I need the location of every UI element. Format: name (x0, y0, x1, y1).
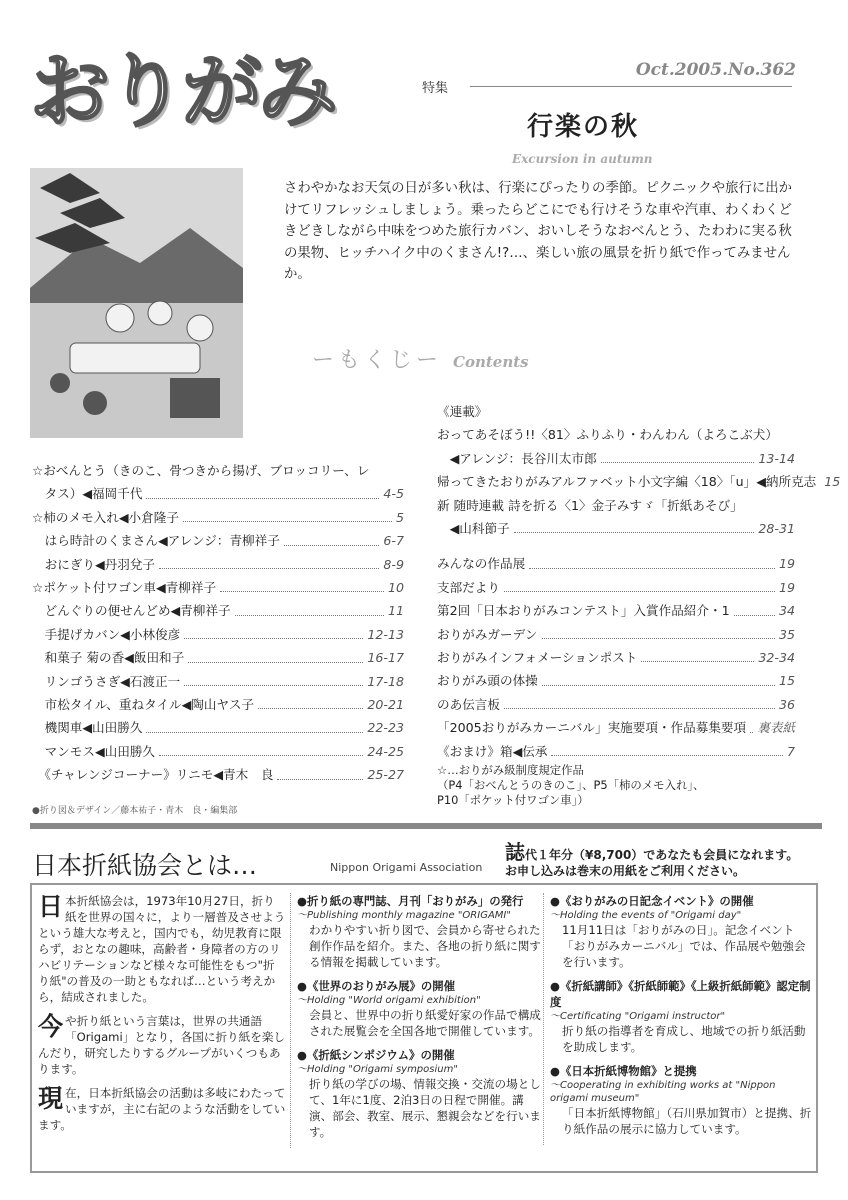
toc-entry-title: はら時計のくまさん◀アレンジ：青柳祥子 (32, 533, 280, 549)
toc-entry-page: 19 (778, 556, 795, 572)
org-info-box (30, 883, 818, 1173)
toc-entry (437, 447, 795, 470)
intro-paragraph (38, 1085, 286, 1133)
toc-entry-title: ☆おべんとう（きのこ、骨つきから揚げ、ブロッコリー、レ (32, 463, 370, 478)
toc-entry-title: 帰ってきたおりがみアルファベット小文字編〈18〉「u」◀納所克志 (437, 474, 817, 490)
toc-entry (437, 470, 841, 493)
intro-text: 本折紙協会は，1973年10月27日，折り紙を世界の国々に，より一層普及させようという雄大な考えと，国内でも，幼児教育に限らず，おとなの趣味，高齢者・身障者の方のリハビリテーションなど様々な可能性をもつ"折り紙"の普及の一助ともなれば…という考えから，結成されました。 (38, 894, 286, 1004)
activity-heading-en: 〜Holding the events of "Origami day" (550, 910, 742, 921)
org-title-en: Nippon Origami Association (330, 861, 483, 874)
toc-entry (32, 623, 404, 646)
toc-leader (235, 599, 384, 615)
toc-entry-page: 35 (778, 626, 795, 642)
membership-line-1: 代１年分（¥8,700）であなたも会員になれます。 (525, 848, 799, 862)
toc-entry-page: 11 (387, 603, 404, 619)
toc-entry-page: 15 (778, 673, 795, 689)
toc-leader (159, 740, 363, 756)
feature-subtitle: Excursion in autumn (512, 152, 653, 166)
toc-entry-title: おってあそぼう!!〈81〉ふりふり・わんわん（よろこぶ犬） (437, 427, 778, 443)
toc-entry-title: ☆柿のメモ入れ◀小倉隆子 (32, 509, 179, 525)
toc-entry-title: 機関車◀山田勝久 (32, 720, 143, 736)
membership-mark: 誌 (505, 840, 525, 864)
activity-section (297, 1047, 545, 1140)
toc-entry-page: 20-21 (367, 697, 404, 713)
toc-entry-page: 28-31 (758, 521, 795, 537)
toc-entry-title: どんぐりの便せんどめ◀青柳祥子 (32, 603, 231, 619)
toc-entry (437, 716, 795, 739)
intro-text: 在，日本折紙協会の活動は多岐にわたっていますが，主に右記のような活動をしています。 (38, 1086, 286, 1132)
section-divider (30, 823, 822, 829)
toc-entry-page: 25-27 (367, 767, 404, 783)
toc-entry-title: 市松タイル、重ねタイル◀陶山ヤス子 (32, 697, 255, 713)
toc-leader (277, 763, 363, 779)
feature-rule (470, 86, 792, 87)
org-intro-column (38, 893, 286, 1141)
toc-entry (32, 599, 404, 622)
activity-body: 会員と、世界中の折り紙愛好家の作品で構成された展覧会を全国各地で開催しています。 (309, 1008, 541, 1038)
toc-entry-page: 24-25 (367, 743, 404, 759)
contents-heading-jp: ーもくじー (312, 348, 443, 373)
toc-entry-page: 7 (786, 743, 795, 759)
toc-entry-page: 裏表紙 (757, 720, 795, 736)
cover-photo (30, 168, 243, 438)
toc-leader (542, 669, 775, 685)
toc-entry (437, 552, 795, 575)
toc-entry-title: 和菓子 菊の香◀飯田和子 (32, 650, 185, 666)
toc-entry (32, 553, 404, 576)
toc-entry (32, 646, 404, 669)
activity-heading-en: 〜Holding "Origami symposium" (297, 1064, 458, 1075)
drop-initial: 現 (38, 1084, 64, 1113)
toc-entry-title: 《おまけ》箱◀伝承 (437, 743, 548, 759)
toc-entry (437, 599, 795, 622)
intro-paragraph (38, 1013, 286, 1077)
activity-heading: ●折り紙の専門誌、月刊「おりがみ」の発行 (297, 894, 524, 908)
toc-entry-page: 15 (824, 474, 841, 490)
toc-entry (32, 740, 404, 763)
toc-entry-title: 《チャレンジコーナー》リニモ◀青木 良 (32, 767, 274, 783)
toc-entry-title: ◀アレンジ：長谷川太市郎 (437, 450, 597, 466)
toc-entry (437, 693, 795, 716)
toc-entry (32, 529, 404, 552)
activity-heading: ●《おりがみの日記念イベント》の開催 (550, 894, 754, 908)
toc-entry-page: 19 (778, 579, 795, 595)
toc-entry-title: リンゴうさぎ◀石渡正一 (32, 673, 181, 689)
org-activities-column-2 (543, 893, 812, 1145)
toc-entry (32, 459, 404, 482)
toc-leader (551, 740, 783, 756)
toc-entry-title: 支部だより (437, 579, 500, 595)
activity-heading-en: 〜Holding "World origami exhibition" (297, 995, 481, 1006)
contents-heading-en: Contents (453, 353, 529, 371)
toc-leader (504, 576, 775, 592)
activity-section (550, 1063, 812, 1137)
toc-entry-page: 16-17 (367, 650, 404, 666)
toc-entry-page: 4-5 (383, 486, 404, 502)
toc-leader (184, 623, 363, 639)
toc-leader (146, 482, 379, 498)
grade-note-text: ☆…おりがみ級制度規定作品 （P4「おべんとうのきのこ」、P5「柿のメモ入れ」、 P10「ポケット付ワゴン車」） (437, 763, 705, 807)
toc-leader (258, 693, 363, 709)
toc-entry-page: 34 (778, 603, 795, 619)
activity-section (297, 978, 545, 1039)
toc-entry-title: ◀山科節子 (437, 521, 510, 537)
toc-leader (601, 447, 755, 463)
toc-entry-page: 10 (387, 580, 404, 596)
activity-heading: ●《折紙講師》《折紙師範》《上級折紙師範》認定制度 (550, 979, 811, 1009)
toc-entry (437, 740, 795, 763)
activity-body: 折り紙の指導者を育成し、地域での折り紙活動を助成します。 (562, 1024, 806, 1054)
toc-entry-page: 32-34 (758, 650, 795, 666)
toc-entry (32, 716, 404, 739)
toc-entry-page: 17-18 (367, 673, 404, 689)
toc-entry-title: 「2005おりがみカーニバル」実施要項・作品募集要項 (437, 720, 747, 736)
toc-leader (159, 553, 379, 569)
toc-entry-page: 13-14 (758, 450, 795, 466)
toc-leader (750, 716, 753, 732)
toc-entry-title: のあ伝言板 (437, 696, 500, 712)
drop-initial: 今 (38, 1012, 64, 1041)
activity-body: 折り紙の学びの場、情報交換・交流の場として、1年に1度、2泊3日の日程で開催。講演、部会、教室、展示、懇親会などを行います。 (309, 1077, 541, 1139)
toc-entry-page: 8-9 (383, 556, 404, 572)
toc-entry (437, 517, 795, 540)
toc-entry (32, 763, 404, 786)
toc-entry-title: おにぎり◀丹羽兌子 (32, 556, 156, 572)
toc-entry-page: 5 (395, 509, 404, 525)
toc-entry (437, 646, 795, 669)
toc-entry-title: おりがみインフォメーションポスト (437, 650, 638, 666)
activity-heading-en: 〜Cooperating in exhibiting works at "Nippon origami museum" (550, 1080, 776, 1104)
membership-notice (505, 840, 799, 879)
toc-entry (437, 669, 795, 692)
toc-entry (437, 623, 795, 646)
activity-heading: ●《世界のおりがみ展》の開催 (297, 979, 456, 993)
toc-entry (437, 494, 795, 517)
toc-entry (32, 506, 404, 529)
toc-leader (641, 646, 754, 662)
toc-leader (542, 623, 775, 639)
toc-entry (32, 482, 404, 505)
intro-text: や折り紙という言葉は，世界の共通語「Origami」となり，各国に折り紙を楽しんだり，研究したりするグループがいくつもあります。 (38, 1014, 286, 1076)
toc-leader (504, 693, 775, 709)
activity-heading: ●《日本折紙博物館》と提携 (550, 1064, 697, 1078)
toc-entry (437, 423, 795, 446)
toc-leader (734, 599, 775, 615)
feature-label: 特集 (422, 81, 449, 96)
activity-heading: ●《折紙シンポジウム》の開催 (297, 1048, 455, 1062)
toc-leader (146, 716, 363, 732)
activity-section (550, 893, 812, 970)
org-activities-column-1 (290, 893, 545, 1148)
serial-heading: 《連載》 (437, 404, 488, 419)
toc-leader (183, 506, 392, 522)
toc-entry-page: 36 (778, 696, 795, 712)
toc-right (437, 400, 841, 763)
activity-heading-en: 〜Certificating "Origami instructor" (550, 1011, 726, 1022)
toc-leader (529, 552, 775, 568)
issue-number: Oct.2005.No.362 (635, 60, 796, 80)
feature-title: 行楽の秋 (527, 112, 640, 142)
toc-leader (188, 646, 363, 662)
org-title: 日本折紙協会とは… (32, 851, 258, 880)
toc-entry-title: おりがみ頭の体操 (437, 673, 538, 689)
activity-section (550, 978, 812, 1055)
membership-line-2: お申し込みは巻末の用紙をご利用ください。 (505, 864, 746, 878)
grade-note (437, 763, 797, 808)
activity-heading-en: 〜Publishing monthly magazine "ORIGAMI" (297, 910, 511, 921)
toc-entry-page: 6-7 (383, 533, 404, 549)
toc-entry-title: マンモス◀山田勝久 (32, 743, 156, 759)
feature-intro: さわやかなお天気の日が多い秋は、行楽にぴったりの季節。ピクニックや旅行に出かけてリフレッシュしましょう。乗ったらどこにでも行けそうな車や汽車、わくわくどきどきしながら中味をつめた旅行カバン、おいしそうなおべんとう、たわわに実る秋の果物、ヒッチハイク中のくまさん!?…、楽しい旅の風景を折り紙で作ってみませんか。 (284, 181, 793, 283)
credit-line: ●折り図＆デザイン／藤本祐子・青木 良・編集部 (32, 806, 238, 816)
toc-entry-title: 手提げカバン◀小林俊彦 (32, 626, 181, 642)
toc-leader (284, 529, 380, 545)
toc-leader (220, 576, 384, 592)
toc-leader (514, 517, 755, 533)
toc-entry-title: 第2回「日本おりがみコンテスト」入賞作品紹介・1 (437, 603, 730, 619)
magazine-logo: おりがみ (30, 45, 334, 138)
activity-section (297, 893, 545, 970)
toc-entry (32, 670, 404, 693)
toc-leader (184, 670, 363, 686)
toc-entry-title: タス）◀福岡千代 (32, 486, 143, 502)
toc-entry-title: ☆ポケット付ワゴン車◀青柳祥子 (32, 580, 217, 596)
toc-entry (32, 576, 404, 599)
toc-entry-title: 新 随時連載 詩を折る〈1〉金子みすゞ「折紙あそび」 (437, 497, 743, 513)
toc-entry-page: 12-13 (367, 626, 404, 642)
toc-entry-title: おりがみガーデン (437, 626, 538, 642)
toc-entry-title: みんなの作品展 (437, 556, 526, 572)
activity-body: 11月11日は「おりがみの日」。記念イベント「おりがみカーニバル」では、作品展や勉強会を行います。 (562, 923, 806, 969)
toc-entry (32, 693, 404, 716)
intro-paragraph (38, 893, 286, 1005)
activity-body: わかりやすい折り図で、会員から寄せられた創作作品を紹介。また、各地の折り紙に関する情報を掲載しています。 (309, 923, 541, 969)
toc-left (32, 459, 404, 787)
toc-entry (437, 576, 795, 599)
drop-initial: 日 (38, 892, 64, 921)
contents-heading (312, 343, 529, 374)
activity-body: 「日本折紙博物館」（石川県加賀市）と提携、折り紙作品の展示に協力しています。 (562, 1106, 812, 1136)
toc-entry-page: 22-23 (367, 720, 404, 736)
